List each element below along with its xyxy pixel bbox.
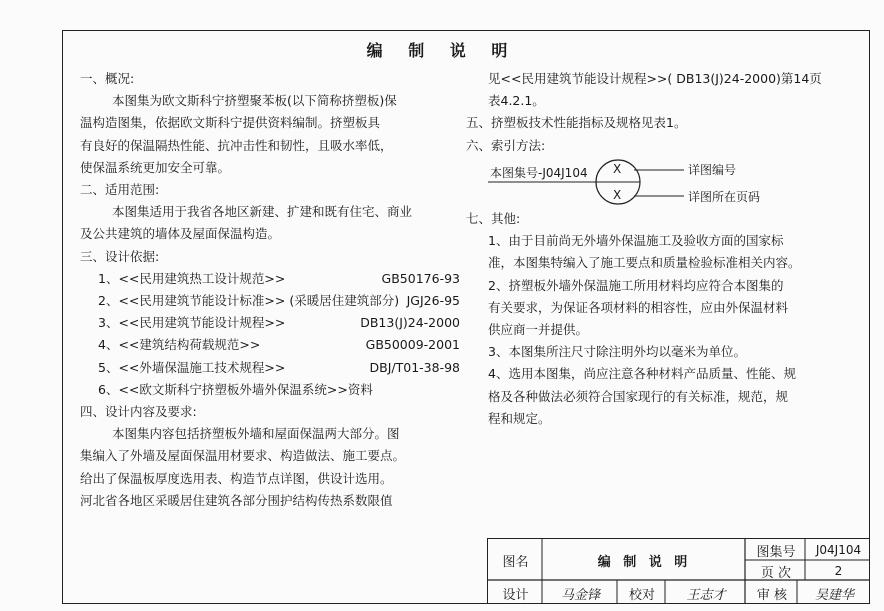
reference-code: JGJ26-95: [406, 293, 460, 309]
checker-label: 校对: [628, 587, 655, 603]
page-label: 页 次: [760, 565, 792, 581]
reference-code: DBJ/T01-38-98: [369, 359, 460, 375]
section-4-heading: 四、设计内容及要求:: [80, 404, 197, 420]
section-7-line: 4、选用本图集，尚应注意各种材料产品质量、性能、规: [488, 366, 796, 382]
set-number-value: J04J104: [815, 543, 862, 557]
reference-item: [80, 334, 460, 356]
designer-label: 设计: [502, 587, 529, 603]
section-4-line: 给出了保温板厚度选用表、构造节点详图，供设计选用。: [80, 470, 393, 486]
index-mark-top: X: [613, 162, 622, 176]
continuation-line: 表4.2.1。: [488, 93, 545, 109]
index-mark-bottom: X: [613, 188, 622, 202]
section-7-heading: 七、其他:: [466, 211, 521, 226]
section-1-line: 本图集为欧文斯科宁挤塑聚苯板(以下简称挤塑板)保: [112, 93, 397, 109]
reference-code: DB13(J)24-2000: [360, 315, 460, 331]
section-1-line: 使保温系统更加安全可靠。: [80, 159, 231, 175]
section-2-line: 及公共建筑的墙体及屋面保温构造。: [80, 226, 281, 242]
reference-code: GB50176-93: [381, 270, 460, 286]
continuation-line: 见<<民用建筑节能设计规程>>( DB13(J)24-2000)第14页: [488, 71, 822, 86]
reference-name: 1、<<民用建筑热工设计规范>>: [98, 270, 286, 286]
set-number-label: 图集号: [756, 544, 796, 560]
right-column: [466, 68, 866, 157]
reviewer-signature: 吴建华: [814, 587, 854, 603]
drawing-name-value: 编 制 说 明: [597, 554, 692, 570]
section-5-heading: 五、挤塑板技术性能指标及规格见表1。: [466, 115, 687, 131]
reference-name: 2、<<民用建筑节能设计标准>> (采暖居住建筑部分): [98, 293, 400, 309]
section-7-line: 准，本图集特编入了施工要点和质量检验标准相关内容。: [488, 255, 801, 271]
section-3-heading: 三、设计依据:: [80, 248, 160, 264]
section-2-heading: 二、适用范围:: [80, 182, 160, 198]
section-7-line: 3、本图集所注尺寸除注明外均以毫米为单位。: [488, 344, 746, 360]
reference-item: [80, 379, 460, 401]
reference-name: 3、<<民用建筑节能设计规程>>: [98, 315, 286, 331]
section-4-line: 集编入了外墙及屋面保温用材要求、构造做法、施工要点。: [80, 448, 406, 464]
section-1-heading: 一、概况:: [80, 71, 135, 86]
reference-code: GB50009-2001: [365, 337, 460, 353]
reference-name: 4、<<建筑结构荷载规范>>: [98, 337, 261, 353]
page-value: 2: [834, 564, 843, 578]
section-1-line: 有良好的保温隔热性能、抗冲击性和韧性，且吸水率低，: [80, 137, 393, 153]
page-title: 编 制 说 明: [366, 41, 518, 60]
section-7-line: 供应商一并提供。: [488, 322, 589, 338]
reference-item: [80, 290, 460, 312]
section-7-line: 有关要求，为保证各项材料的相容性，应由外保温材料: [488, 299, 789, 315]
detail-page-label: 详图所在页码: [688, 190, 761, 204]
right-column-other: [466, 208, 866, 430]
section-7-line: 2、挤塑板外墙外保温施工所用材料均应符合本图集的: [488, 277, 784, 293]
reference-name: 6、<<欧文斯科宁挤塑板外墙外保温系统>>资料: [98, 381, 373, 397]
reference-item: [80, 312, 460, 334]
reviewer-label: 审 核: [756, 587, 788, 603]
index-set-label: 本图集号-J04J104: [490, 166, 588, 180]
reference-name: 5、<<外墙保温施工技术规程>>: [98, 359, 286, 375]
section-2-line: 本图集适用于我省各地区新建、扩建和既有住宅、商业: [112, 204, 413, 220]
section-4-line: 河北省各地区采暖居住建筑各部分围护结构传热系数限值: [80, 492, 393, 508]
reference-item: [80, 268, 460, 290]
section-7-line: 格及各种做法必须符合国家现行的有关标准，规范，规: [488, 388, 789, 404]
section-4-line: 本图集内容包括挤塑板外墙和屋面保温两大部分。图: [112, 426, 400, 442]
index-method-diagram: [488, 158, 788, 208]
detail-number-label: 详图编号: [688, 163, 737, 177]
designer-signature: 马金锋: [560, 587, 600, 603]
section-1-line: 温构造图集，依据欧文斯科宁提供资料编制。挤塑板具: [80, 115, 381, 131]
left-column: [80, 68, 460, 512]
checker-signature: 王志才: [686, 587, 726, 603]
reference-item: [80, 357, 460, 379]
section-7-line: 1、由于目前尚无外墙外保温施工及验收方面的国家标: [488, 233, 784, 249]
drawing-name-label: 图名: [502, 554, 529, 570]
section-7-line: 程和规定。: [488, 410, 551, 426]
title-block: [487, 538, 870, 604]
section-6-heading: 六、索引方法:: [466, 137, 546, 153]
